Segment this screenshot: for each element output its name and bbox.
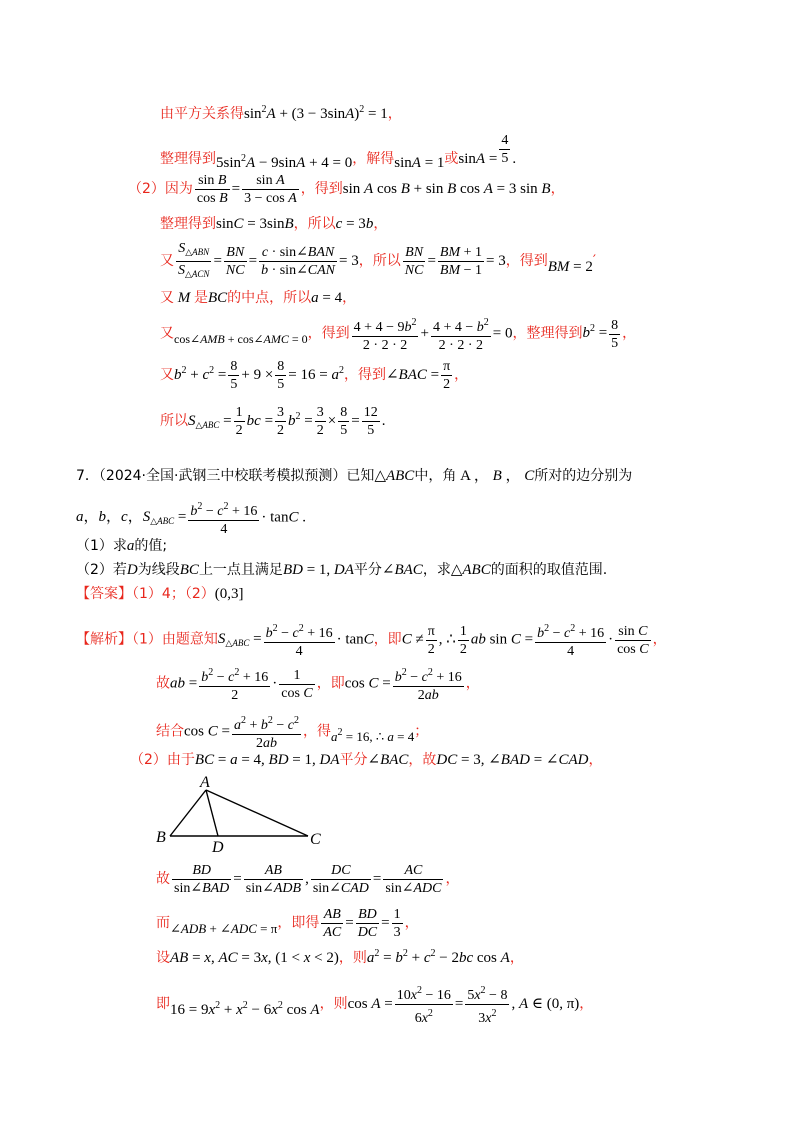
vertex-label-c: C bbox=[310, 831, 321, 848]
text: 整理得到 bbox=[160, 216, 216, 232]
analysis-label: 【解析】 bbox=[76, 631, 132, 648]
text: 结合 bbox=[156, 723, 184, 740]
text: 所以 bbox=[160, 412, 188, 429]
vertex-label-b: B bbox=[156, 829, 166, 846]
text: 又 bbox=[160, 252, 174, 269]
text: 又 bbox=[160, 325, 174, 342]
text: 又 bbox=[160, 366, 174, 383]
analysis-line8: 即$16 = 9x^2 + x^2 - 6x^2$ cos A，则cos A = $\frac{10x^2 - 16}{6x^2}$ = $\frac{5x^2 - 8}{3x^2}$ , A ∈ (0, π)， bbox=[156, 982, 593, 1027]
line-midpoint: 又 M 是BC的中点，所以a = 4， bbox=[160, 290, 357, 306]
text: 设 bbox=[156, 950, 170, 966]
triangle-figure bbox=[150, 772, 340, 854]
line-area-result: 所以$S_{\triangle ABC}$ = $\frac{1}{2}$ bc = $\frac{3}{2}$ $b^2$ = $\frac{3}{2}$ × $\frac{8}{5}$ = $\frac{12}{5}$ . bbox=[160, 405, 386, 438]
line-c-equals-3b: 整理得到sinC = 3sinB，所以c = 3b， bbox=[160, 216, 388, 232]
q7-part1: （1）求a的值; bbox=[76, 538, 168, 554]
line-pythagorean: 由平方关系得$\sin^2A + (3 - 3\sin A)^2 = 1$， bbox=[160, 104, 402, 122]
answer-line: 【答案】（1）4；（2）(0,3] bbox=[76, 586, 244, 602]
line-cos-sum: 又$_{cos\angle AMB + cos\angle AMC = 0}$，得到 $\frac{4 + 4 - 9b^2}{2 \cdot 2 \cdot 2}$ + $\frac{4 + 4 - b^2}{2 \cdot 2 \cdot 2}$ = 0，整理得到$b^2$ = $\frac{8}{5}$ ， bbox=[160, 314, 636, 354]
text: 故 bbox=[156, 675, 170, 692]
text: 又 bbox=[160, 290, 174, 306]
analysis-line1: 【解析】（1）由题意知$S_{\triangle ABC}$ = $\frac{b^2 - c^2 + 16}{4}$ · tanC，即C ≠ $\frac{\pi}{2}$ , ∴ $\frac{1}{2}$ ab sin C = $\frac{b^2 - c^2 + 16}{4}$ · $\frac{\text{sin C}}{\text{cos C}}$ ， bbox=[76, 620, 667, 660]
line-angle-bac: 又$b^2 + c^2$ = $\frac{8}{5}$ + 9 × $\frac{8}{5}$ = $16 = a^2$，得到∠BAC = $\frac{\pi}{2}$ ， bbox=[160, 359, 469, 392]
q7-part2: （2）若D为线段BC上一点且满足BD = 1, DA平分∠BAC，求△ABC的面积的取值范围. bbox=[76, 562, 608, 578]
vertex-label-d: D bbox=[212, 839, 224, 854]
text: （2）由于 bbox=[130, 752, 195, 768]
analysis-line5: 故 $\frac{BD}{\text{sin∠BAD}}$ = $\frac{AB}{\text{sin∠ADB}}$ , $\frac{DC}{\text{sin∠CAD}}$ = $\frac{AC}{\text{sin∠ADC}}$ ， bbox=[156, 863, 460, 896]
text: 7．（2024·全国·武钢三中校联考模拟预测）已知 bbox=[76, 468, 375, 484]
vertex-label-a: A bbox=[200, 774, 210, 791]
analysis-line2: 故ab = $\frac{b^2 - c^2 + 16}{2}$ · $\frac{1}{\text{cos C}}$ ，即cos C = $\frac{b^2 - c^2 + 16}{2ab}$ ， bbox=[156, 664, 480, 704]
analysis-line6: 而∠ADB + ∠ADC = π，即得 $\frac{AB}{AC}$ = $\frac{BD}{DC}$ = $\frac{1}{3}$ ， bbox=[156, 907, 419, 940]
analysis-line4: （2）由于BC = a = 4, BD = 1, DA平分∠BAC，故DC = 3, ∠BAD = ∠CAD， bbox=[130, 752, 603, 768]
text: （2）因为 bbox=[128, 180, 193, 197]
analysis-line3: 结合cos C = $\frac{a^2 + b^2 - c^2}{2ab}$ ，得$a^2 = 16$, ∴ a = 4； bbox=[156, 712, 428, 752]
q7-stem-line1: 7．（2024·全国·武钢三中校联考模拟预测）已知△ABC中，角 A ， B ， C所对的边分别为 bbox=[76, 468, 633, 484]
line-quadratic: 整理得到$5\sin^2A - 9\sin A + 4 = 0$，解得sinA = 1或sinA = $\frac{4}{5}$ . bbox=[160, 133, 517, 171]
text: （2）若 bbox=[76, 562, 127, 578]
q7-stem-line2: a，b，c，$S_{\triangle ABC}$ = $\frac{b^2 - c^2 + 16}{4}$ · tanC . bbox=[76, 498, 306, 538]
text: 由平方关系得 bbox=[160, 106, 244, 122]
line-area-ratio: 又 $\frac{S_{\triangle ABN}}{S_{\triangle ACN}}$ = $\frac{BN}{NC}$ = $\frac{\text{c · sin∠BAN}}{\text{b · sin∠CAN}}$ = 3，所以 $\frac{BN}{NC}$ = $\frac{BM + 1}{BM - 1}$ = 3，得到BM = 2′ bbox=[160, 241, 597, 279]
text: 而 bbox=[156, 914, 170, 931]
analysis-line7: 设AB = x, AC = 3x, (1 < x < 2)，则$a^2 = b^2 + c^2 - 2bc$ cos A， bbox=[156, 948, 524, 966]
text: 即 bbox=[156, 995, 170, 1012]
text: 故 bbox=[156, 870, 170, 887]
text: 整理得到 bbox=[160, 150, 216, 167]
text: （1）求 bbox=[76, 538, 127, 554]
line-given-ratio: （2）因为 $\frac{\text{sin B}}{\text{cos B}}$ = $\frac{\text{sin A}}{\text{3 − cos A}}$ ，得到sin A cos B + sin B cos A = 3 sin B， bbox=[128, 173, 565, 206]
answer-label: 【答案】 bbox=[76, 586, 132, 602]
